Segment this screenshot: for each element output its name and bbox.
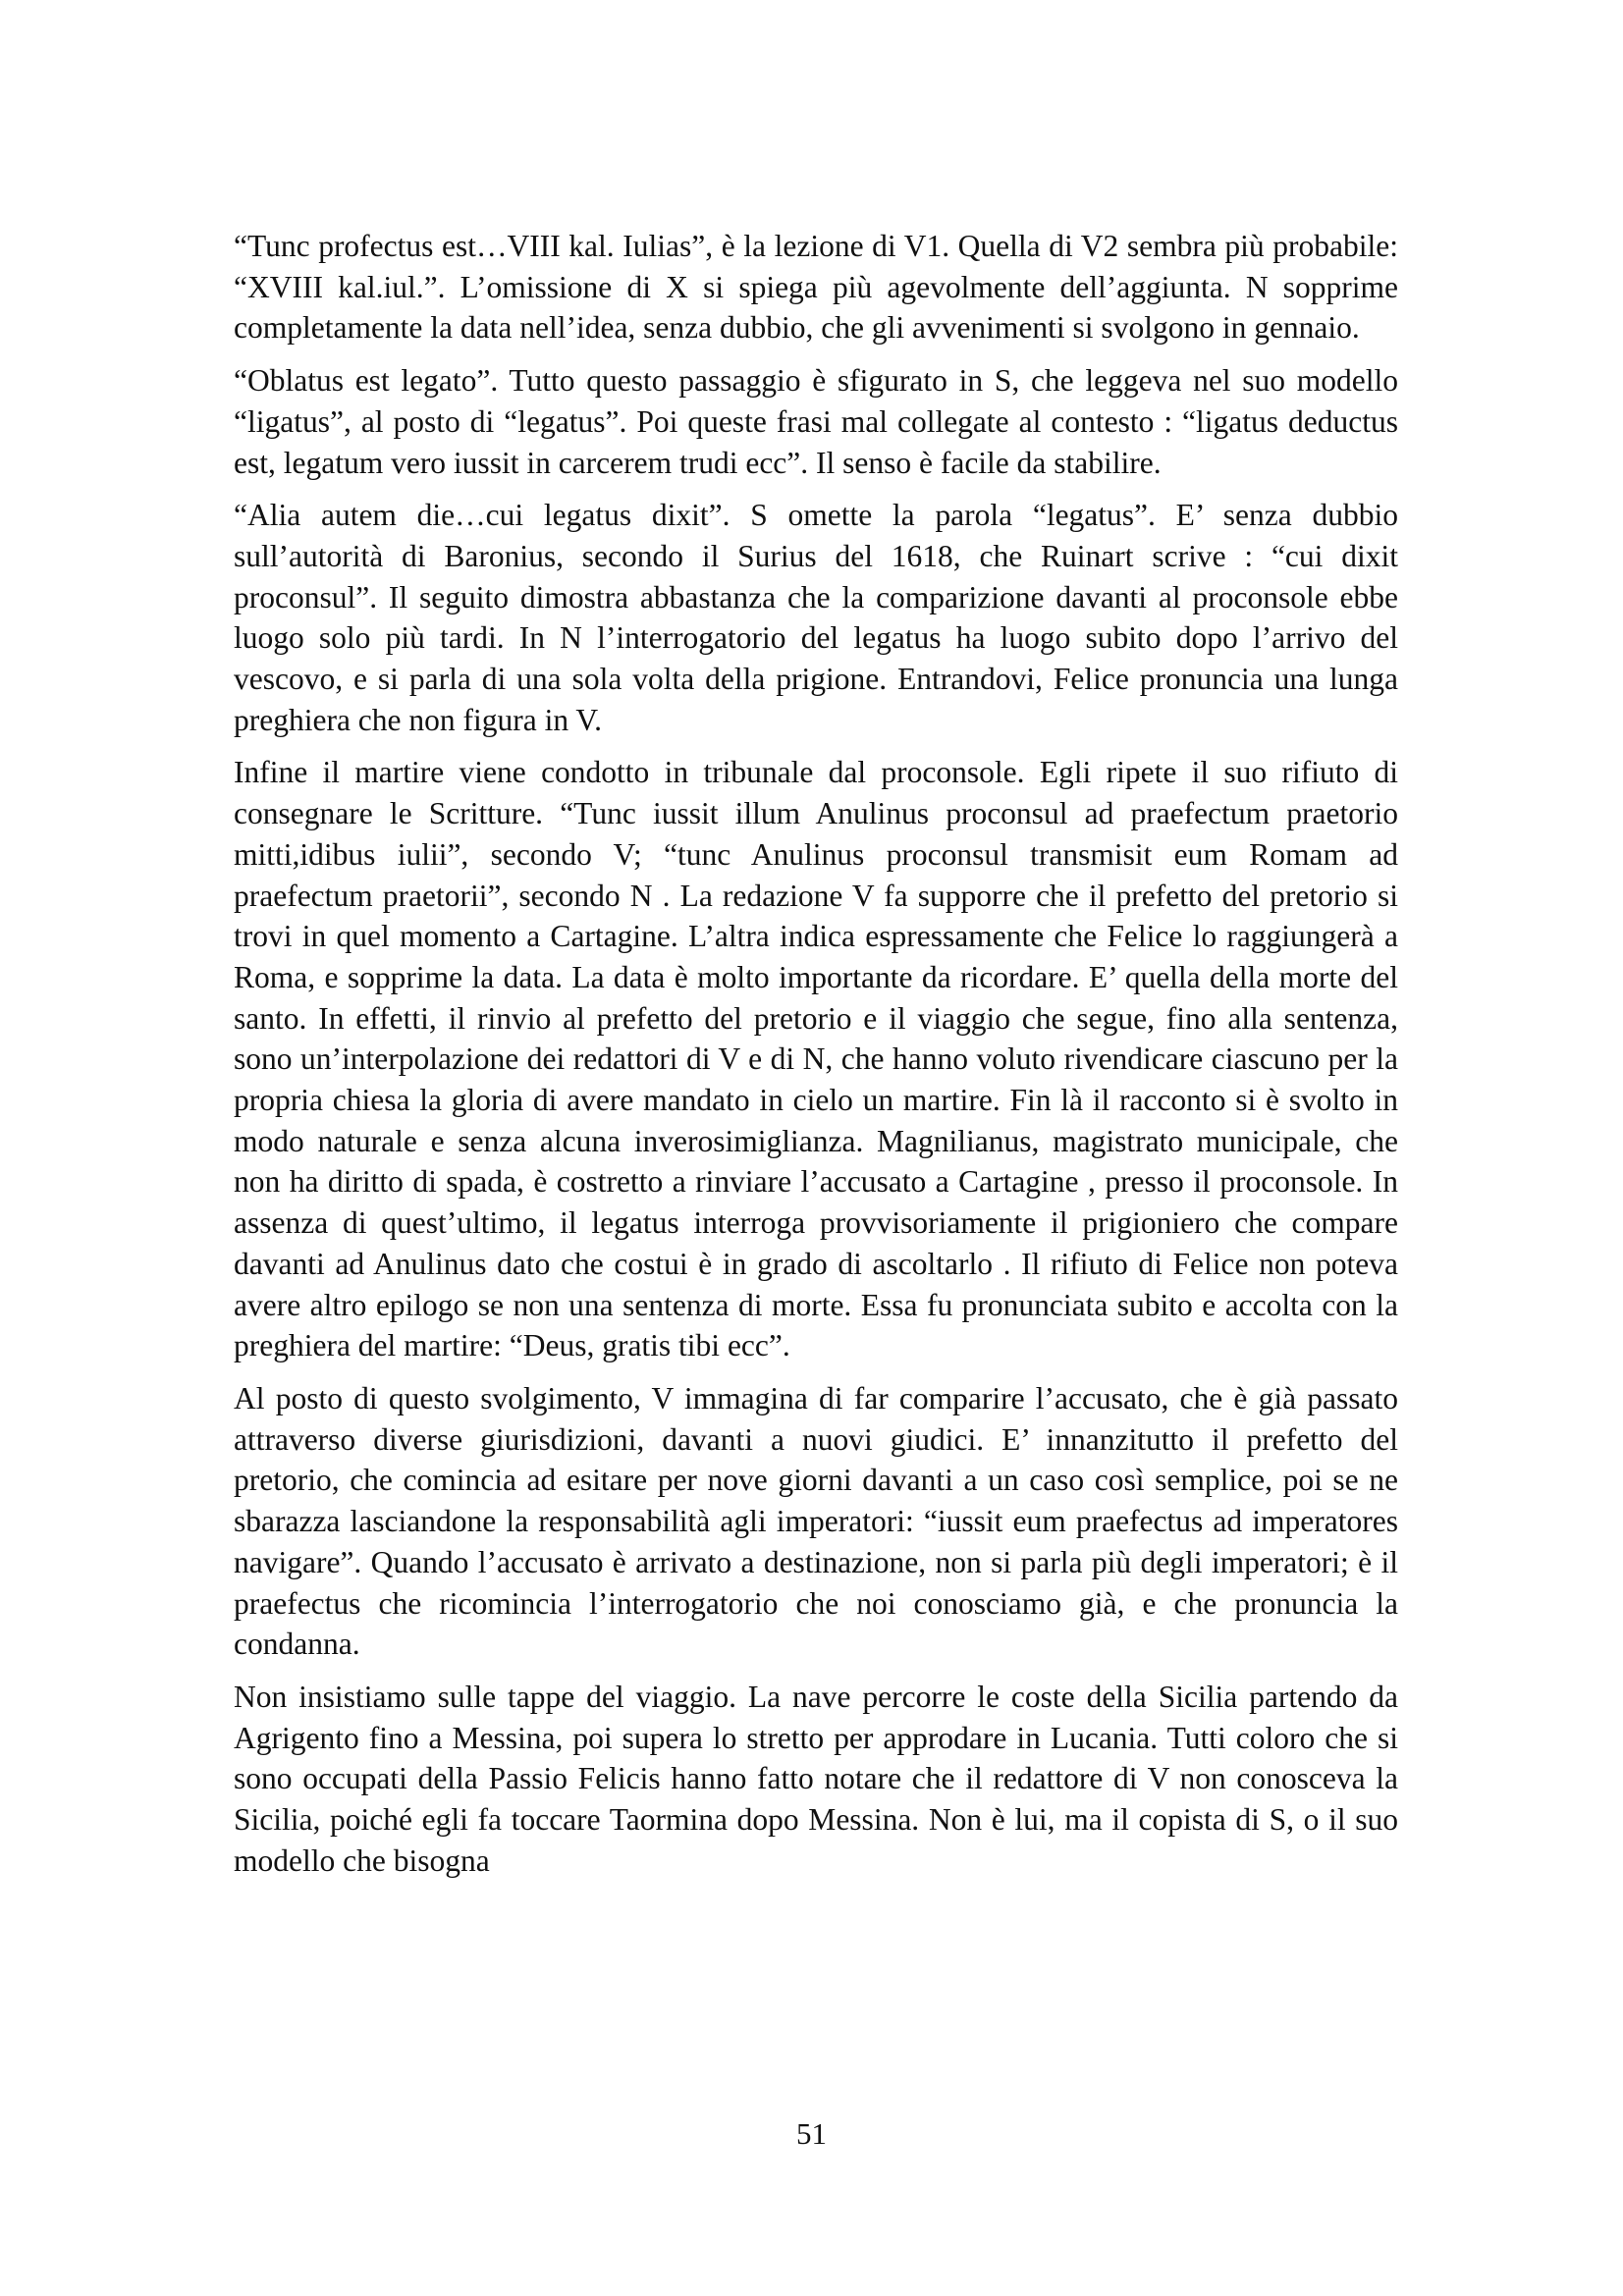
paragraph: Al posto di questo svolgimento, V immagina di far comparire l’accusato, che è già passato attraverso diverse giurisdizioni, davanti a nuovi giudici. E’ innanzitutto il prefetto del pretorio, che comincia ad esitare per nove giorni davanti a un caso così semplice, poi se ne sbarazza lasciandone la responsabilità agli imperatori: “iussit eum praefectus ad imperatores navigare”. Quando l’accusato è arrivato a destinazione, non si parla più degli imperatori; è il praefectus che ricomincia l’interrogatorio che noi conosciamo già, e che pronuncia la condanna. — [234, 1380, 1398, 1662]
paragraph: Non insistiamo sulle tappe del viaggio. La nave percorre le coste della Sicilia partendo da Agrigento fino a Messina, poi supera lo stretto per approdare in Lucania. Tutti coloro che si sono occupati della Passio Felicis hanno fatto notare che il redattore di V non conosceva la Sicilia, poiché egli fa toccare Taormina dopo Messina. Non è lui, ma il copista di S, o il suo modello che bisogna — [234, 1679, 1398, 1878]
paragraph: “Tunc profectus est…VIII kal. Iulias”, è la lezione di V1. Quella di V2 sembra più probabile: “XVIII kal.iul.”. L’omissione di X si spiega più agevolmente dell’aggiunta. N sopprime completamente la data nell’idea, senza dubbio, che gli avvenimenti si svolgono in gennaio. — [234, 229, 1398, 346]
paragraph: “Alia autem die…cui legatus dixit”. S omette la parola “legatus”. E’ senza dubbio sull’autorità di Baronius, secondo il Surius del 1618, che Ruinart scrive : “cui dixit proconsul”. Il seguito dimostra abbastanza che la comparizione davanti al proconsole ebbe luogo solo più tardi. In N l’interrogatorio del legatus ha luogo subito dopo l’arrivo del vescovo, e si parla di una sola volta della prigione. Entrandovi, Felice pronuncia una lunga preghiera che non figura in V. — [234, 498, 1398, 737]
page-number: 51 — [796, 2116, 827, 2151]
page-body — [234, 226, 1398, 1893]
paragraph: “Oblatus est legato”. Tutto questo passaggio è sfigurato in S, che leggeva nel suo modello “ligatus”, al posto di “legatus”. Poi queste frasi mal collegate al contesto : “ligatus deductus est, legatum vero iussit in carcerem trudi ecc”. Il senso è facile da stabilire. — [234, 363, 1398, 480]
paragraph: Infine il martire viene condotto in tribunale dal proconsole. Egli ripete il suo rifiuto di consegnare le Scritture. “Tunc iussit illum Anulinus proconsul ad praefectum praetorio mitti,idibus iulii”, secondo V; “tunc Anulinus proconsul transmisit eum Romam ad praefectum praetorii”, secondo N . La redazione V fa supporre che il prefetto del pretorio si trovi in quel momento a Cartagine. L’altra indica espressamente che Felice lo raggiungerà a Roma, e sopprime la data. La data è molto importante da ricordare. E’ quella della morte del santo. In effetti, il rinvio al prefetto del pretorio e il viaggio che segue, fino alla sentenza, sono un’interpolazione dei redattori di V e di N, che hanno voluto rivendicare ciascuno per la propria chiesa la gloria di avere mandato in cielo un martire. Fin là il racconto si è svolto in modo naturale e senza alcuna inverosimiglianza. Magnilianus, magistrato municipale, che non ha diritto di spada, è costretto a rinviare l’accusato a Cartagine , presso il proconsole. In assenza di quest’ultimo, il legatus interroga provvisoriamente il prigioniero che compare davanti ad Anulinus dato che costui è in grado di ascoltarlo . Il rifiuto di Felice non poteva avere altro epilogo se non una sentenza di morte. Essa fu pronunciata subito e accolta con la preghiera del martire: “Deus, gratis tibi ecc”. — [234, 755, 1398, 1363]
